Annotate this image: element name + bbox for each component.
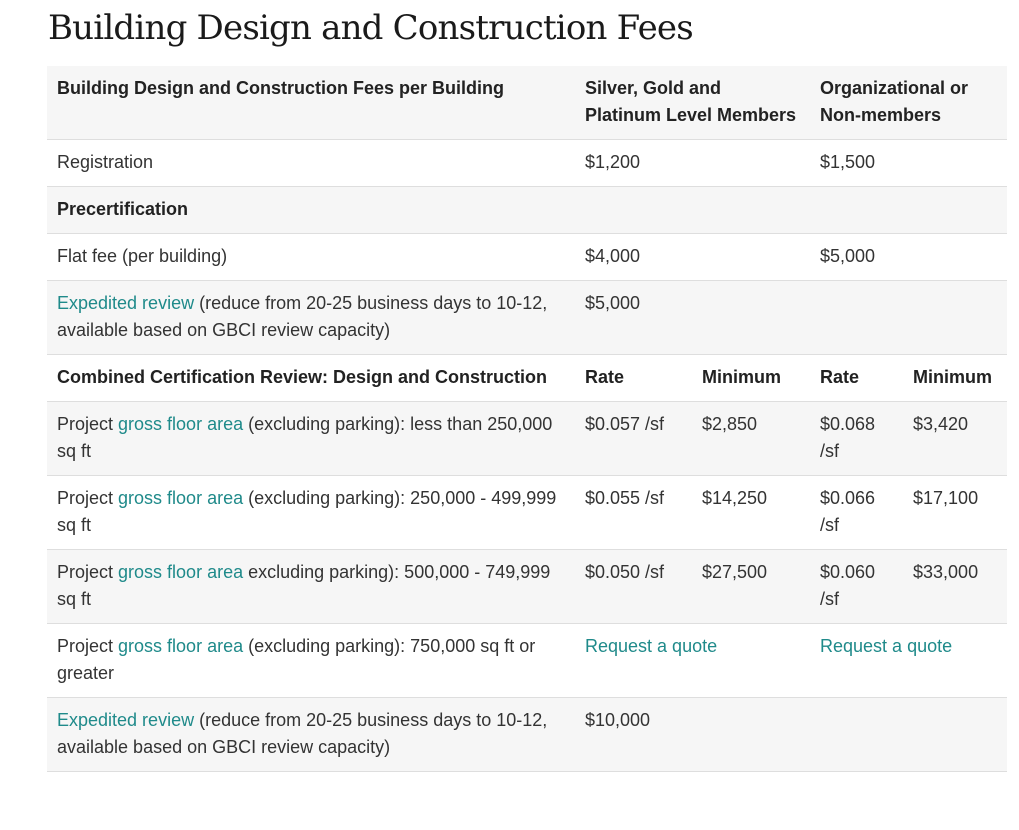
nonmembers-rate: $0.066 /sf [810, 476, 903, 550]
table-row-quote [47, 624, 1007, 698]
registration-members-fee: $1,200 [575, 140, 810, 187]
flat-fee-nonmembers: $5,000 [810, 234, 1007, 281]
nonmembers-rate: $0.060 /sf [810, 550, 903, 624]
nonmembers-minimum: $33,000 [903, 550, 1007, 624]
members-rate: $0.057 /sf [575, 402, 692, 476]
members-rate-header: Rate [575, 355, 692, 402]
flat-fee-label: Flat fee (per building) [47, 234, 575, 281]
nonmembers-rate: $0.068 /sf [810, 402, 903, 476]
table-row-registration [47, 140, 1007, 187]
gross-floor-area-link[interactable]: gross floor area [118, 414, 244, 434]
members-minimum-header: Minimum [692, 355, 810, 402]
table-row-precertification [47, 187, 1007, 234]
registration-label: Registration [47, 140, 575, 187]
fees-table [47, 66, 1007, 772]
gross-floor-area-link[interactable]: gross floor area [118, 636, 244, 656]
expedited-combined-description: (reduce from 20-25 business days to 10-12, available based on GBCI review capacity) [57, 710, 548, 757]
header-fee-type: Building Design and Construction Fees per Building [47, 66, 575, 140]
nonmembers-rate-header: Rate [810, 355, 903, 402]
table-row-expedited-combined [47, 698, 1007, 772]
expedited-precert-label [47, 281, 575, 355]
table-header-row [47, 66, 1007, 140]
members-rate: $0.050 /sf [575, 550, 692, 624]
expedited-combined-label [47, 698, 575, 772]
table-row [47, 550, 1007, 624]
members-minimum: $14,250 [692, 476, 810, 550]
table-row-flat-fee [47, 234, 1007, 281]
table-row [47, 402, 1007, 476]
members-minimum: $2,850 [692, 402, 810, 476]
table-row-expedited-precert [47, 281, 1007, 355]
expedited-combined-members: $10,000 [575, 698, 810, 772]
combined-review-heading: Combined Certification Review: Design and Construction [47, 355, 575, 402]
gfa-label: Project gross floor area (excluding parking): 250,000 - 499,999 sq ft [47, 476, 575, 550]
expedited-precert-members: $5,000 [575, 281, 810, 355]
request-quote-nonmembers-link[interactable]: Request a quote [820, 636, 953, 656]
members-minimum: $27,500 [692, 550, 810, 624]
nonmembers-minimum-header: Minimum [903, 355, 1007, 402]
table-row-combined-heading [47, 355, 1007, 402]
precertification-heading: Precertification [47, 187, 575, 234]
table-row [47, 476, 1007, 550]
page-title: Building Design and Construction Fees [48, 8, 693, 48]
header-members: Silver, Gold and Platinum Level Members [575, 66, 810, 140]
header-nonmembers: Organizational or Non-members [810, 66, 1007, 140]
registration-nonmembers-fee: $1,500 [810, 140, 1007, 187]
gross-floor-area-link[interactable]: gross floor area [118, 488, 244, 508]
expedited-review-link[interactable]: Expedited review [57, 293, 195, 313]
flat-fee-members: $4,000 [575, 234, 810, 281]
nonmembers-minimum: $3,420 [903, 402, 1007, 476]
nonmembers-minimum: $17,100 [903, 476, 1007, 550]
request-quote-members-link[interactable]: Request a quote [585, 636, 718, 656]
gfa-label: Project gross floor area (excluding parking): less than 250,000 sq ft [47, 402, 575, 476]
gross-floor-area-link[interactable]: gross floor area [118, 562, 244, 582]
expedited-review-link[interactable]: Expedited review [57, 710, 195, 730]
members-rate: $0.055 /sf [575, 476, 692, 550]
gfa-label: Project gross floor area excluding parking): 500,000 - 749,999 sq ft [47, 550, 575, 624]
expedited-precert-description: (reduce from 20-25 business days to 10-12, available based on GBCI review capacity) [57, 293, 548, 340]
gfa-label: Project gross floor area (excluding parking): 750,000 sq ft or greater [47, 624, 575, 698]
